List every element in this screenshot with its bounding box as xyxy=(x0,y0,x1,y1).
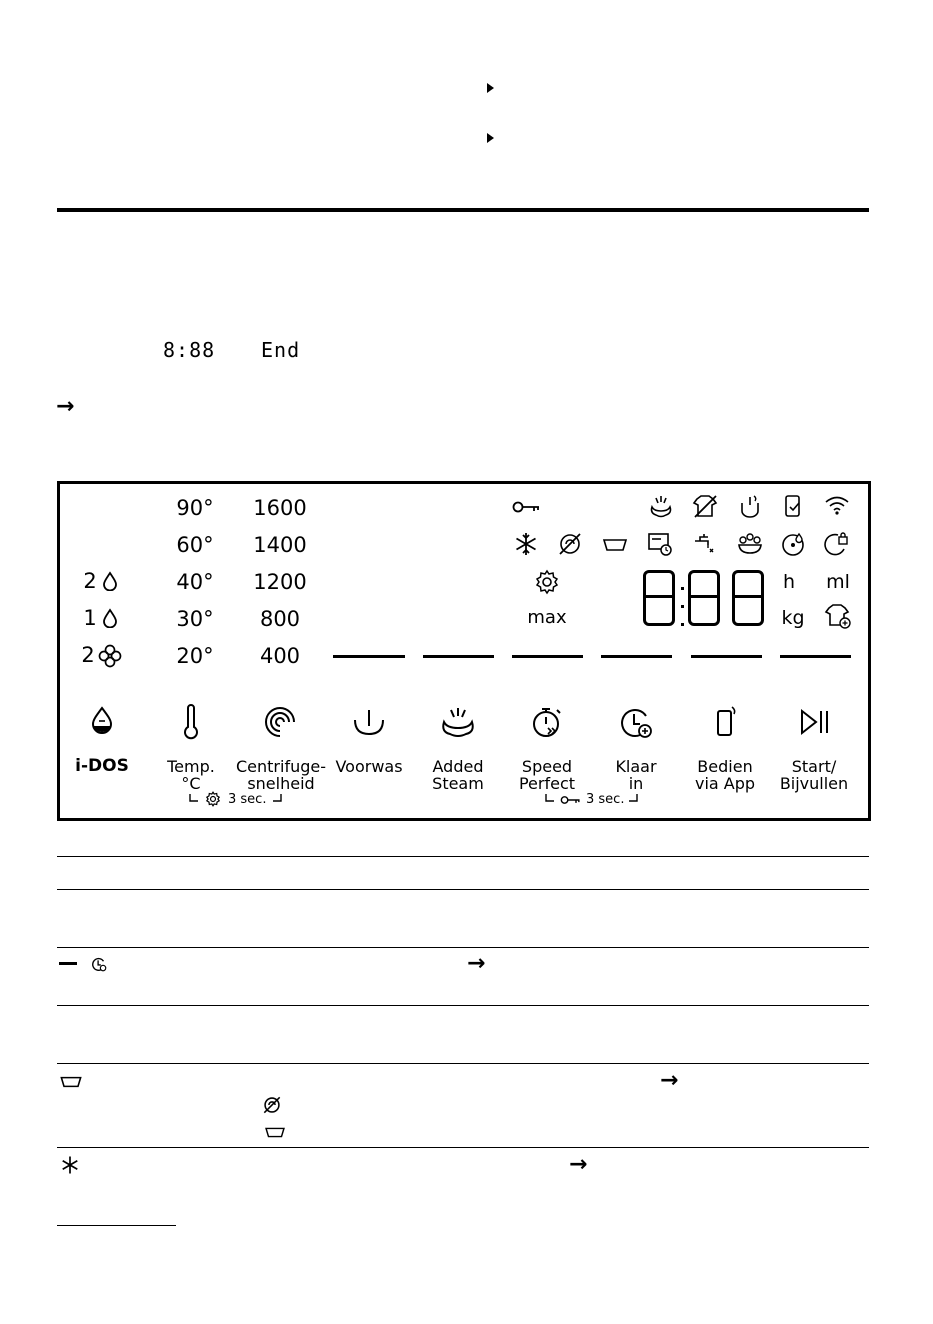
control-panel-diagram xyxy=(57,481,871,821)
drum-clean-icon xyxy=(647,531,673,557)
shirt-plus-icon xyxy=(824,602,852,630)
colon-dot xyxy=(681,587,684,590)
unit-h: h xyxy=(782,571,796,593)
spin-speed-option: 1600 xyxy=(253,496,307,520)
dash-icon xyxy=(59,962,77,965)
decimal-dot xyxy=(681,623,684,626)
speed-perfect-button-label[interactable]: Speed Perfect xyxy=(518,757,576,793)
spin-speed-option: 800 xyxy=(259,607,301,631)
spin-speed-option: 1400 xyxy=(253,533,307,557)
temp-option: 40° xyxy=(176,570,214,594)
bullet-triangle-2 xyxy=(487,133,494,143)
snowflake-icon xyxy=(60,1155,80,1175)
table-rule xyxy=(57,1063,869,1064)
gear-icon xyxy=(205,791,221,807)
added-steam-icon[interactable] xyxy=(438,702,478,742)
rinse-hold-icon xyxy=(738,493,762,519)
table-rule xyxy=(57,947,869,948)
spin-icon[interactable] xyxy=(260,702,300,742)
wifi-icon xyxy=(824,494,850,516)
seg-digit-2 xyxy=(688,570,720,626)
table-rule xyxy=(57,856,869,857)
drop-icon xyxy=(102,608,118,628)
combo-duration-right: 3 sec. xyxy=(586,792,625,807)
lcd-time-display: 8:88 xyxy=(163,338,216,362)
temp-option: 90° xyxy=(176,496,214,520)
temp-option: 20° xyxy=(176,644,214,668)
phone-check-icon xyxy=(783,493,805,519)
tub-icon xyxy=(264,1126,286,1139)
no-iron-shirt-icon xyxy=(692,493,718,519)
drop-icon xyxy=(102,571,118,591)
tub-icon xyxy=(59,1075,83,1089)
spin-speed-option: 400 xyxy=(259,644,301,668)
steam-button-label[interactable]: Added Steam xyxy=(432,757,484,793)
unit-kg: kg xyxy=(781,607,805,629)
spin-speed-option: 1200 xyxy=(253,570,307,594)
door-lock-icon xyxy=(824,531,850,557)
option-bar-klaar xyxy=(601,655,672,658)
spin-button-label[interactable]: Centrifuge- snelheid xyxy=(236,757,326,793)
steam-icon xyxy=(648,493,674,519)
idos-level-num: 1 xyxy=(83,606,97,630)
section-rule xyxy=(57,208,869,212)
option-bar-speed xyxy=(512,655,583,658)
seg-digit-1 xyxy=(643,570,675,626)
idos-icon[interactable] xyxy=(82,702,122,742)
arrow-right-icon: → xyxy=(56,394,75,419)
option-bar-app xyxy=(691,655,762,658)
snowflake-icon xyxy=(513,531,539,557)
table-rule xyxy=(57,889,869,890)
drum-drop-icon xyxy=(781,531,807,557)
app-button-label[interactable]: Bedien via App xyxy=(694,757,756,793)
start-pause-icon[interactable] xyxy=(794,702,834,742)
water-tap-icon xyxy=(692,531,718,557)
footnote-rule xyxy=(57,1225,176,1226)
klaar-in-icon[interactable] xyxy=(616,702,656,742)
settings-gear-icon xyxy=(534,569,560,595)
prewash-button-label[interactable]: Voorwas xyxy=(335,757,403,776)
key-icon xyxy=(512,500,542,514)
key-icon xyxy=(560,795,582,805)
bullet-triangle-1 xyxy=(487,83,494,93)
table-rule xyxy=(57,1147,869,1148)
idos-level-num: 2 xyxy=(83,569,97,593)
speed-perfect-icon[interactable] xyxy=(527,702,567,742)
max-label: max xyxy=(527,607,567,628)
temp-option: 30° xyxy=(176,607,214,631)
idos-level-num: 2 xyxy=(81,643,95,667)
klaar-in-button-label[interactable]: Klaar in xyxy=(615,757,657,793)
prewash-icon[interactable] xyxy=(349,702,389,742)
tub-icon xyxy=(602,537,628,553)
temp-button-label[interactable]: Temp. °C xyxy=(167,757,215,793)
idos-button-label[interactable]: i-DOS xyxy=(75,756,129,776)
flower-icon xyxy=(98,644,122,668)
temp-option: 60° xyxy=(176,533,214,557)
remote-app-icon[interactable] xyxy=(705,702,745,742)
no-spin-icon xyxy=(557,531,583,557)
arrow-right-icon: → xyxy=(569,1152,588,1177)
no-spin-icon xyxy=(262,1095,282,1115)
colon-dot xyxy=(681,605,684,608)
table-rule xyxy=(57,1005,869,1006)
start-button-label[interactable]: Start/ Bijvullen xyxy=(779,757,849,793)
option-bar-voorwas xyxy=(333,655,405,658)
unit-ml: ml xyxy=(826,571,850,593)
bubbles-icon xyxy=(736,531,764,557)
option-bar-steam xyxy=(423,655,494,658)
arrow-right-icon: → xyxy=(467,951,486,976)
thermometer-icon[interactable] xyxy=(171,702,211,742)
combo-duration-left: 3 sec. xyxy=(228,792,267,807)
lcd-end-display: End xyxy=(261,338,301,362)
option-bar-start xyxy=(780,655,851,658)
arrow-right-icon: → xyxy=(660,1068,679,1093)
seg-digit-3 xyxy=(732,570,764,626)
klaar-in-icon xyxy=(90,955,108,973)
